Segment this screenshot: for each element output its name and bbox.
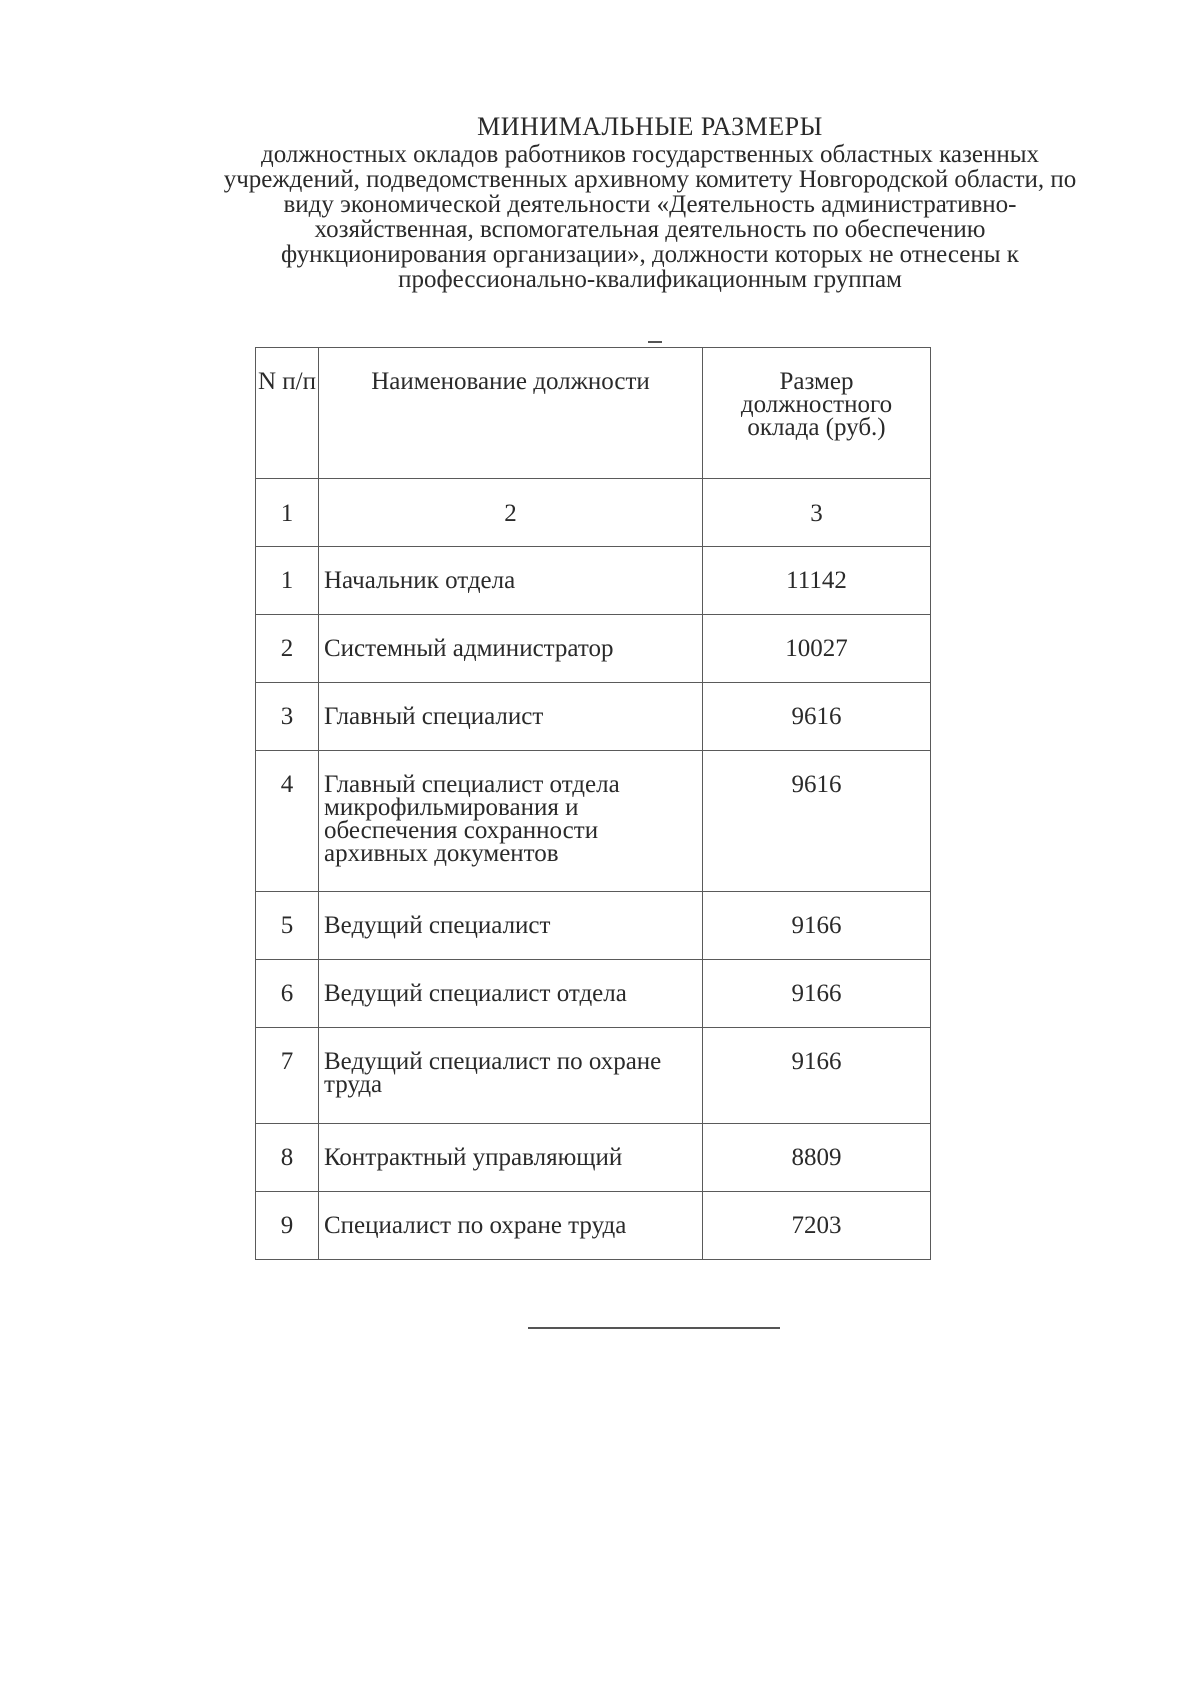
salary-table <box>255 347 931 1260</box>
table-row <box>256 1192 931 1260</box>
table-row <box>256 547 931 615</box>
table-row <box>256 683 931 751</box>
row-number: 3 <box>256 683 319 751</box>
salary-amount: 9166 <box>703 960 931 1028</box>
document-subtitle-line: должностных окладов работников государственных областных казенных <box>260 141 1040 168</box>
position-name: Ведущий специалист отдела <box>319 960 703 1028</box>
header-position-name: Наименование должности <box>319 348 703 479</box>
document-subtitle-line: профессионально-квалификационным группам <box>398 266 902 293</box>
end-of-document-line <box>528 1327 780 1329</box>
document-subtitle-line: виду экономической деятельности «Деятельность административно- <box>283 191 1017 218</box>
position-name: Ведущий специалист <box>319 892 703 960</box>
header-salary: Размер должностного оклада (руб.) <box>703 348 931 479</box>
table-row <box>256 960 931 1028</box>
salary-amount: 11142 <box>703 547 931 615</box>
position-name: Специалист по охране труда <box>319 1192 703 1260</box>
position-name: Главный специалист отдела микрофильмирования и обеспечения сохранности архивных документов <box>319 751 703 892</box>
row-number: 6 <box>256 960 319 1028</box>
document-subtitle-line: учреждений, подведомственных архивному комитету Новгородской области, по <box>223 166 1077 193</box>
row-number: 9 <box>256 1192 319 1260</box>
document-heading <box>150 112 1150 292</box>
row-number: 7 <box>256 1028 319 1124</box>
document-subtitle-line: функционирования организации», должности которых не отнесены к <box>281 241 1019 268</box>
table-row <box>256 892 931 960</box>
position-name: Главный специалист <box>319 683 703 751</box>
position-name: Начальник отдела <box>319 547 703 615</box>
position-name: Ведущий специалист по охране труда <box>319 1028 703 1124</box>
row-number: 2 <box>256 615 319 683</box>
row-number: 5 <box>256 892 319 960</box>
header-number: N п/п <box>256 348 319 479</box>
column-number: 3 <box>703 479 931 547</box>
salary-amount: 9166 <box>703 892 931 960</box>
position-name: Контрактный управляющий <box>319 1124 703 1192</box>
table-row <box>256 615 931 683</box>
salary-amount: 9166 <box>703 1028 931 1124</box>
row-number: 1 <box>256 547 319 615</box>
document-title: МИНИМАЛЬНЫЕ РАЗМЕРЫ <box>477 112 823 141</box>
column-number: 2 <box>319 479 703 547</box>
salary-amount: 10027 <box>703 615 931 683</box>
salary-amount: 9616 <box>703 683 931 751</box>
row-number: 8 <box>256 1124 319 1192</box>
document-subtitle-line: хозяйственная, вспомогательная деятельность по обеспечению <box>314 216 986 243</box>
column-number-row <box>256 479 931 547</box>
table-header-row <box>256 348 931 479</box>
salary-amount: 9616 <box>703 751 931 892</box>
table-row <box>256 751 931 892</box>
table-row <box>256 1028 931 1124</box>
row-number: 4 <box>256 751 319 892</box>
table-row <box>256 1124 931 1192</box>
separator-mark <box>648 341 662 343</box>
position-name: Системный администратор <box>319 615 703 683</box>
column-number: 1 <box>256 479 319 547</box>
salary-amount: 7203 <box>703 1192 931 1260</box>
salary-amount: 8809 <box>703 1124 931 1192</box>
